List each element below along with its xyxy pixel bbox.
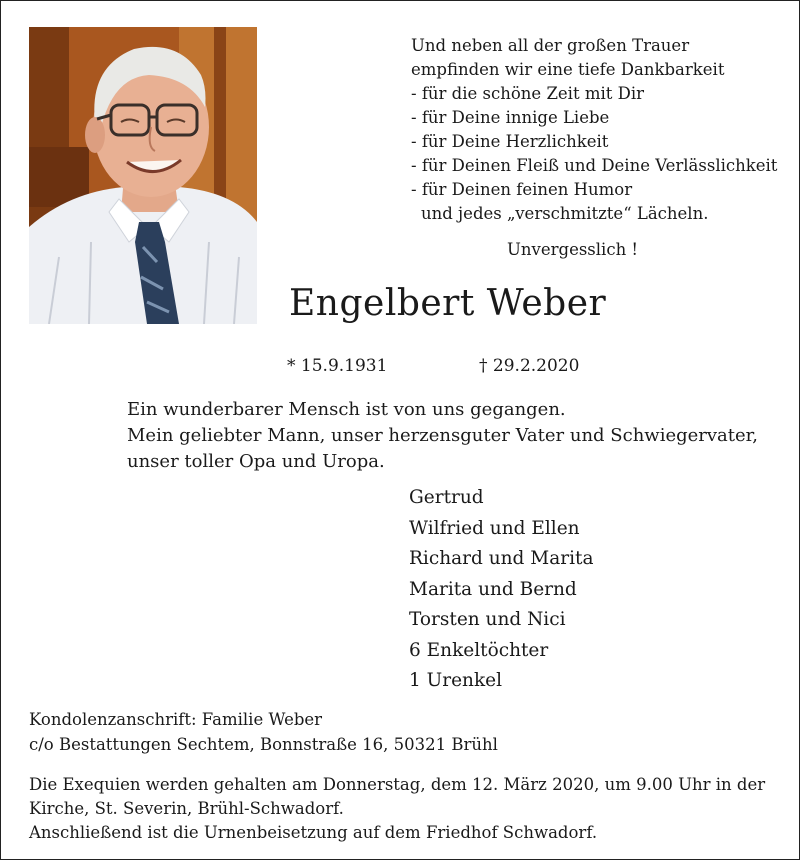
poem-line: - für Deinen Fleiß und Deine Verlässlichkeit bbox=[411, 156, 778, 175]
poem-line: Und neben all der großen Trauer bbox=[411, 36, 690, 55]
family-member: Marita und Bernd bbox=[409, 578, 577, 600]
poem-line: empfinden wir eine tiefe Dankbarkeit bbox=[411, 60, 725, 79]
family-member: Torsten und Nici bbox=[409, 609, 566, 630]
condolence-line: Kondolenzanschrift: Familie Weber bbox=[29, 710, 323, 729]
memorial-message bbox=[127, 397, 787, 475]
death-date: † 29.2.2020 bbox=[479, 356, 580, 376]
family-member: Gertrud bbox=[409, 487, 484, 508]
poem-line: - für Deine innige Liebe bbox=[411, 108, 610, 127]
service-line: Anschließend ist die Urnenbeisetzung auf dem Friedhof Schwadorf. bbox=[29, 823, 598, 842]
family-list bbox=[409, 483, 593, 697]
family-member: Richard und Marita bbox=[409, 548, 594, 569]
message-line: Mein geliebter Mann, unser herzensguter Vater und Schwiegervater, bbox=[127, 425, 759, 446]
deceased-name: Engelbert Weber bbox=[289, 283, 607, 324]
message-line: Ein wunderbarer Mensch ist von uns gegangen. bbox=[127, 399, 566, 420]
poem-line: - für Deinen feinen Humor bbox=[411, 180, 633, 199]
condolence-line: c/o Bestattungen Sechtem, Bonnstraße 16, 50321 Brühl bbox=[29, 735, 498, 754]
message-line: unser toller Opa und Uropa. bbox=[127, 451, 385, 472]
service-details bbox=[29, 773, 765, 845]
poem-line: - für die schöne Zeit mit Dir bbox=[411, 84, 645, 103]
service-line: Die Exequien werden gehalten am Donnerstag, dem 12. März 2020, um 9.00 Uhr in der bbox=[29, 775, 766, 794]
family-member: 1 Urenkel bbox=[409, 670, 503, 691]
family-member: Wilfried und Ellen bbox=[409, 517, 580, 539]
service-line: Kirche, St. Severin, Brühl-Schwadorf. bbox=[29, 799, 344, 818]
poem bbox=[411, 34, 791, 262]
condolence-address bbox=[29, 707, 498, 757]
portrait-photo bbox=[29, 27, 257, 324]
poem-line: - für Deine Herzlichkeit bbox=[411, 132, 609, 151]
family-member: 6 Enkeltöchter bbox=[409, 639, 549, 661]
poem-line: und jedes „verschmitzte“ Lächeln. bbox=[421, 204, 709, 223]
poem-closing: Unvergesslich ! bbox=[507, 240, 639, 259]
birth-date: * 15.9.1931 bbox=[287, 356, 388, 376]
